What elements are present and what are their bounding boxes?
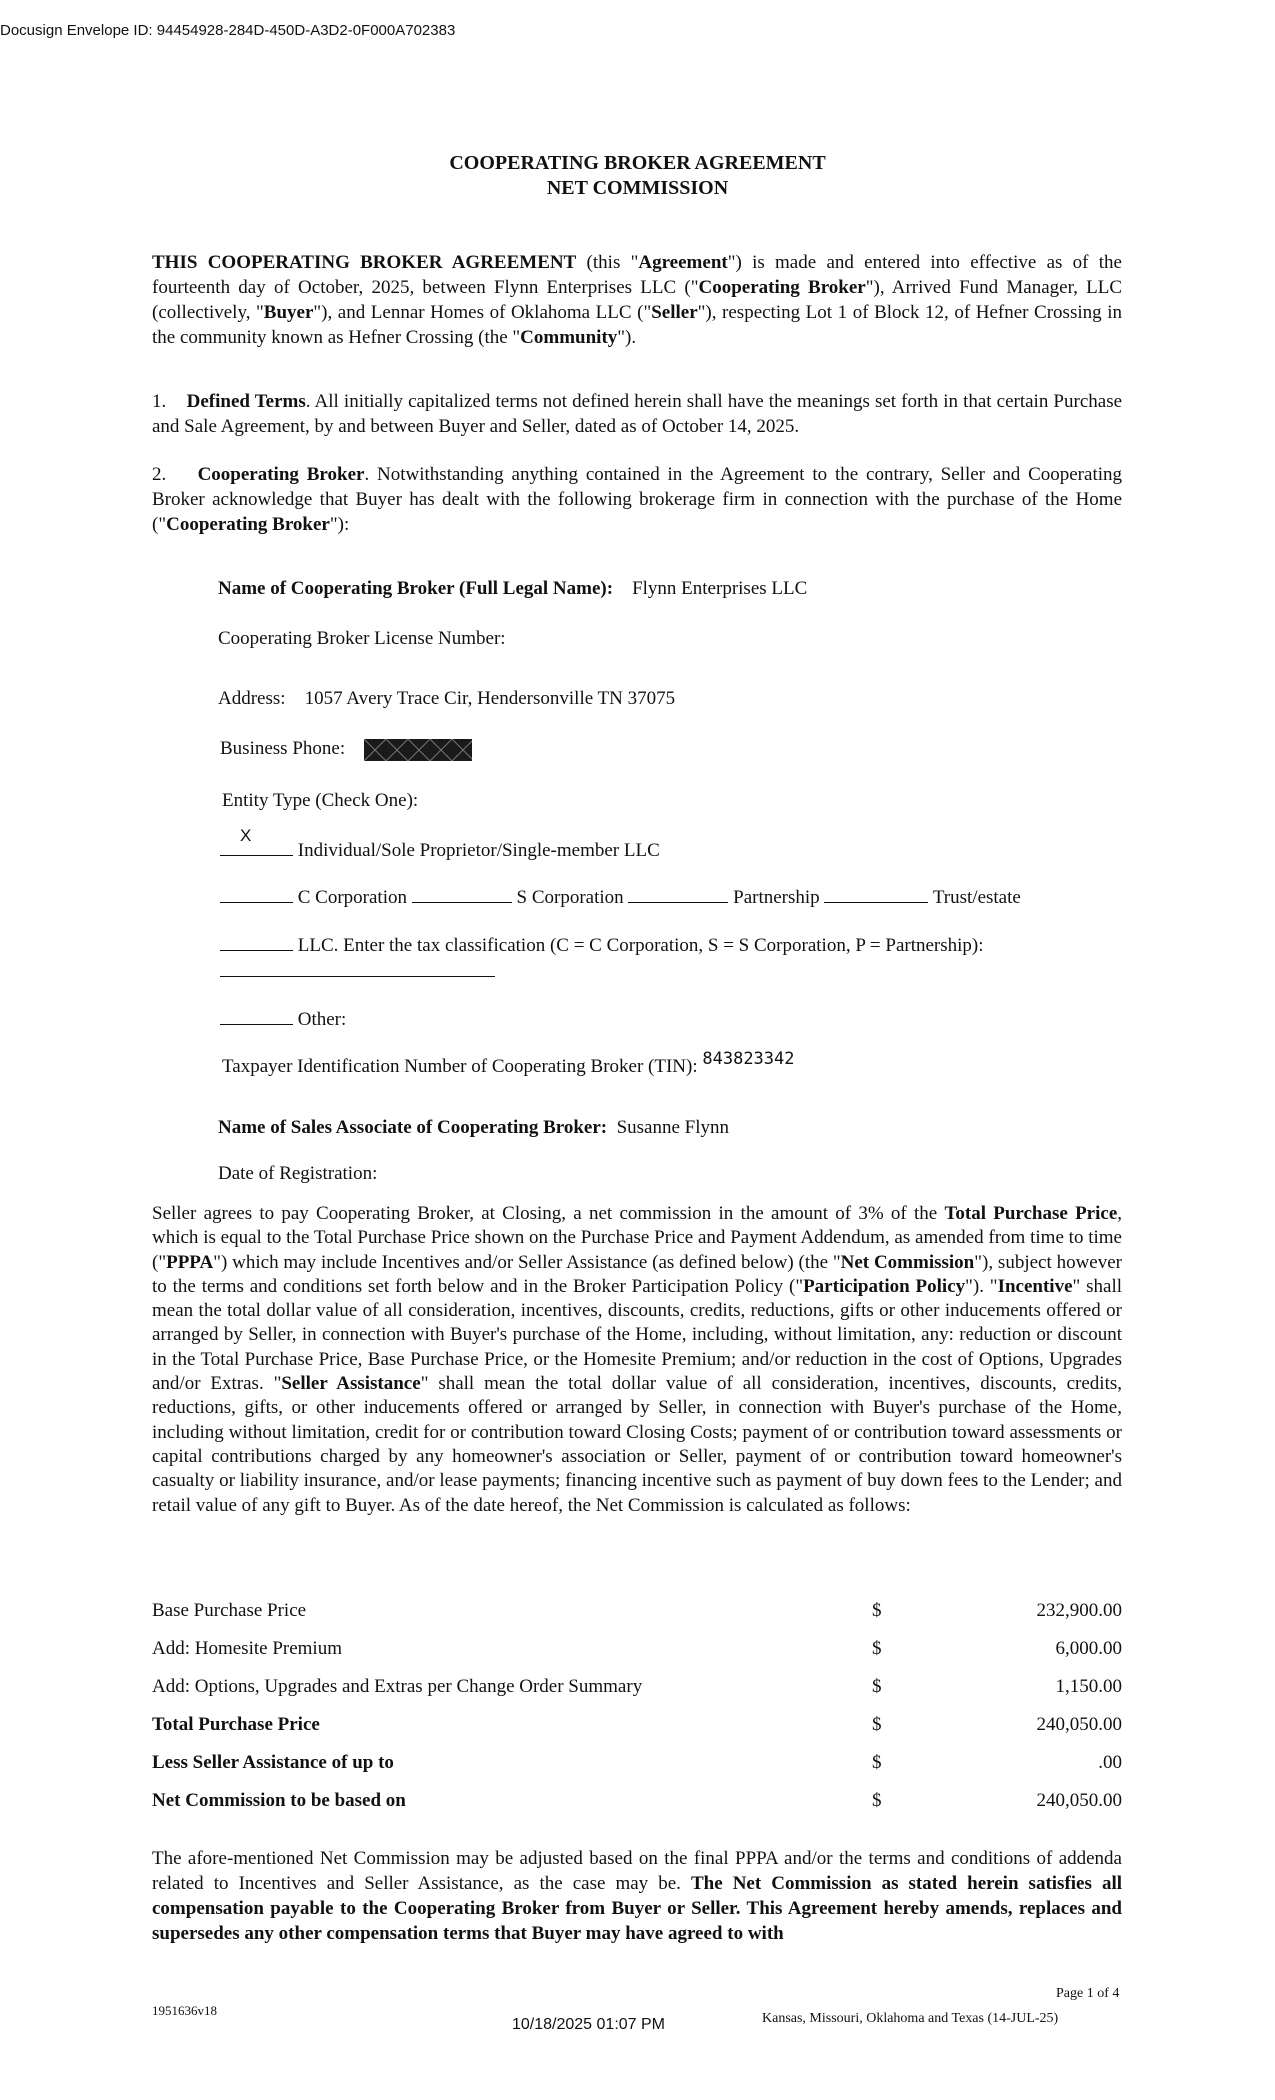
tin-row — [222, 1049, 795, 1078]
broker-name-label: Name of Cooperating Broker (Full Legal Name): — [218, 578, 614, 599]
broker-address-row — [218, 688, 675, 710]
calc-row-amount: .00 — [1098, 1752, 1122, 1773]
section-defined-terms: 1. Defined Terms. All initially capitalized terms not defined herein shall have the meanings set forth in that certain Purchase and Sale Agreement, by and between Buyer and Seller, dated as of October 14, 2025. — [152, 391, 1123, 437]
calc-row-amount: 240,050.00 — [1036, 1714, 1122, 1735]
other-blank[interactable] — [220, 1006, 293, 1025]
llc-classification-row — [220, 958, 495, 983]
tin-label: Taxpayer Identification Number of Cooperating Broker (TIN): — [222, 1056, 698, 1077]
commission-paragraph: Seller agrees to pay Cooperating Broker, at Closing, a net commission in the amount of 3% of the Total Purchase Price, which is equal to the Total Purchase Price shown on the Purchase Price and Payment Addendum, as amended from time to time ("PPPA") which may include Incentives and/or Seller Assistance (as defined below) (the "Net Commission"), subject however to the terms and conditions set forth below and in the Broker Participation Policy ("Participation Policy"). "Incentive" shall mean the total dollar value of all consideration, incentives, discounts, credits, reductions, gifts or other inducements offered or arranged by Seller, in connection with Buyer's purchase of the Home, including, without limitation, any: reduction or discount in the Total Purchase Price, Base Purchase Price, or the Homesite Premium; and/or reduction in the cost of Options, Upgrades and/or Extras. "Seller Assistance" shall mean the total dollar value of all consideration, incentives, discounts, credits, reductions, gifts, or other inducements offered or arranged by Seller, in connection with Buyer's purchase of the Home, including without limitation, credit for or contribution toward Closing Costs; payment of or contribution toward assessments or capital contributions charged by any homeowner's association or Seller, payment of or contribution toward homeowner's casualty or liability insurance, and/or lease payments; financing incentive such as payment of buy down fees to the Lender; and retail value of any gift to Buyer. As of the date hereof, the Net Commission is calculated as follows: — [152, 1203, 1123, 1516]
calc-row-label: Add: Homesite Premium — [152, 1638, 342, 1659]
calc-row-amount: 240,050.00 — [1036, 1790, 1122, 1811]
calc-row-currency: $ — [872, 1600, 882, 1621]
calc-row-currency: $ — [872, 1676, 882, 1697]
jurisdiction-note: Kansas, Missouri, Oklahoma and Texas (14-JUL-25) — [762, 2011, 1059, 2026]
calc-row — [152, 1630, 1122, 1668]
envelope-id: Docusign Envelope ID: 94454928-284D-450D-A3D2-0F000A702383 — [0, 22, 456, 39]
registration-date-label: Date of Registration: — [218, 1163, 378, 1184]
commission-calculation-table — [152, 1592, 1122, 1820]
trust-blank[interactable] — [824, 884, 928, 903]
address-label: Address: — [218, 688, 286, 709]
section-cooperating-broker: 2. Cooperating Broker. Notwithstanding anything contained in the Agreement to the contrary, Seller and Cooperating Broker acknowledge that Buyer has dealt with the following brokerage firm in connection with the purchase of the Home ("Cooperating Broker"): — [152, 464, 1122, 535]
signing-timestamp: 10/18/2025 01:07 PM — [512, 2016, 666, 2033]
calc-row-currency: $ — [872, 1714, 882, 1735]
redacted-phone — [364, 739, 472, 761]
individual-blank[interactable] — [220, 837, 293, 856]
calc-row-amount: 232,900.00 — [1036, 1600, 1122, 1621]
c-corp-blank[interactable] — [220, 884, 293, 903]
calc-row-label: Net Commission to be based on — [152, 1790, 406, 1811]
doc-title: COOPERATING BROKER AGREEMENT — [449, 152, 826, 174]
c-corp-label: C Corporation — [297, 887, 407, 908]
sales-associate-value: Susanne Flynn — [616, 1117, 730, 1138]
calc-row — [152, 1706, 1122, 1744]
calc-row — [152, 1592, 1122, 1630]
page-number: Page 1 of 4 — [1056, 1986, 1120, 2001]
broker-license-label: Cooperating Broker License Number: — [218, 628, 506, 649]
business-phone-row — [220, 738, 472, 761]
broker-name-value: Flynn Enterprises LLC — [632, 578, 808, 599]
calc-row — [152, 1744, 1122, 1782]
entity-other-row — [220, 1006, 346, 1031]
s-corp-label: S Corporation — [516, 887, 624, 908]
partnership-blank[interactable] — [628, 884, 728, 903]
other-label: Other: — [297, 1009, 347, 1030]
sales-associate-label: Name of Sales Associate of Cooperating Broker: — [218, 1117, 608, 1138]
calc-row-label: Less Seller Assistance of up to — [152, 1752, 394, 1773]
doc-version-id: 1951636v18 — [152, 2003, 217, 2018]
calc-row — [152, 1782, 1122, 1820]
calc-row-currency: $ — [872, 1790, 882, 1811]
calc-row-currency: $ — [872, 1638, 882, 1659]
s-corp-blank[interactable] — [412, 884, 512, 903]
llc-blank[interactable] — [220, 932, 293, 951]
entity-check-mark: X — [240, 826, 252, 845]
intro-paragraph: THIS COOPERATING BROKER AGREEMENT (this "Agreement") is made and entered into effective as of the fourteenth day of October, 2025, between Flynn Enterprises LLC ("Cooperating Broker"), Arrived Fund Manager, LLC (collectively, "Buyer"), and Lennar Homes of Oklahoma LLC ("Seller"), respecting Lot 1 of Block 12, of Hefner Crossing in the community known as Hefner Crossing (the "Community"). — [152, 252, 1123, 348]
calc-row-label: Add: Options, Upgrades and Extras per Change Order Summary — [152, 1676, 643, 1697]
calc-row-label: Total Purchase Price — [152, 1714, 320, 1735]
calc-row-label: Base Purchase Price — [152, 1600, 307, 1621]
broker-name-row — [218, 578, 807, 600]
calc-row-amount: 1,150.00 — [1055, 1676, 1122, 1697]
tin-value: 843823342 — [702, 1049, 795, 1069]
entity-corp-row — [220, 884, 1021, 909]
doc-subtitle: NET COMMISSION — [546, 177, 729, 199]
entity-llc-row — [220, 932, 984, 957]
calc-row — [152, 1668, 1122, 1706]
llc-classification-blank[interactable] — [220, 958, 495, 977]
address-value: 1057 Avery Trace Cir, Hendersonville TN 37075 — [304, 688, 676, 709]
calc-row-amount: 6,000.00 — [1055, 1638, 1122, 1659]
partnership-label: Partnership — [733, 887, 820, 908]
calc-row-currency: $ — [872, 1752, 882, 1773]
entity-individual-row[interactable] — [220, 837, 660, 862]
business-phone-label: Business Phone: — [220, 738, 346, 759]
sales-associate-row — [218, 1117, 729, 1139]
closing-paragraph: The afore-mentioned Net Commission may be adjusted based on the final PPPA and/or the terms and conditions of addenda related to Incentives and Seller Assistance, as the case may be. The Net Commission as stated herein satisfies all compensation payable to the Cooperating Broker from Buyer or Seller. This Agreement hereby amends, replaces and supersedes any other compensation terms that Buyer may have agreed to with — [152, 1848, 1122, 1944]
trust-label: Trust/estate — [932, 887, 1021, 908]
entity-type-label: Entity Type (Check One): — [222, 790, 419, 811]
llc-label: LLC. Enter the tax classification (C = C Corporation, S = S Corporation, P = Partnership): — [297, 935, 984, 956]
individual-label: Individual/Sole Proprietor/Single-member LLC — [297, 840, 660, 861]
